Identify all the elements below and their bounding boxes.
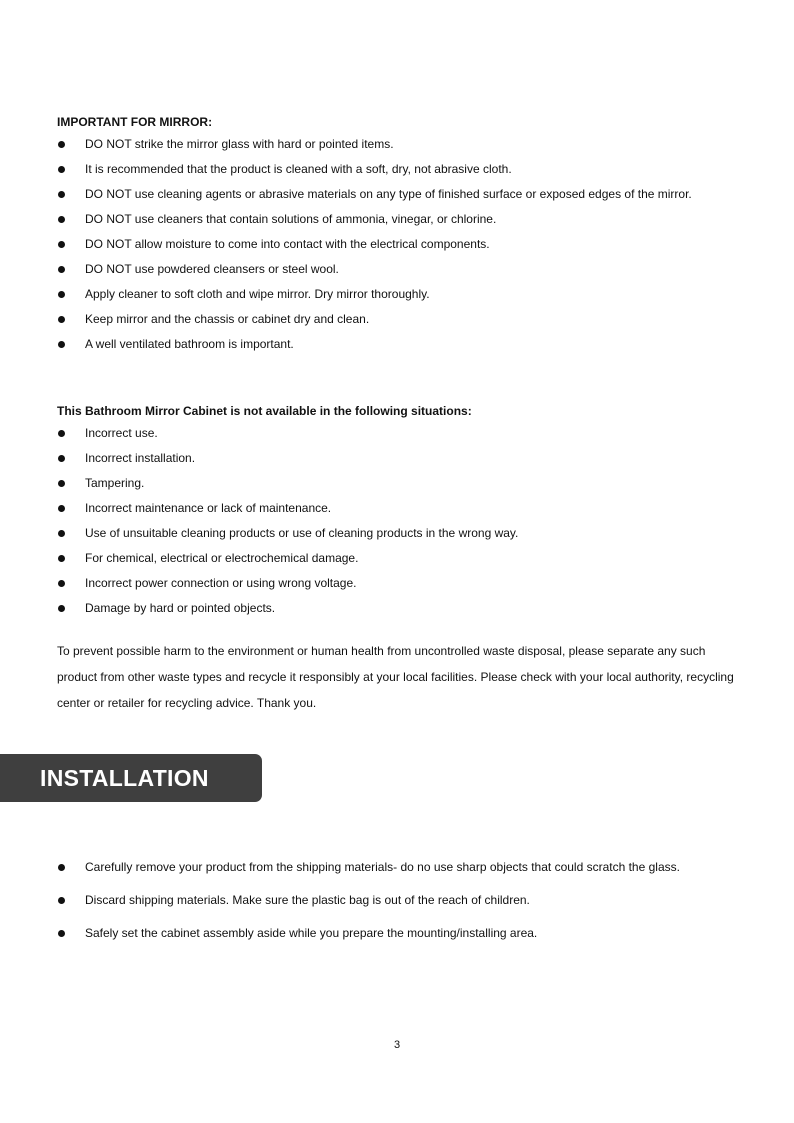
bullet-icon bbox=[58, 191, 65, 198]
list-item-text: DO NOT allow moisture to come into contact with the electrical components. bbox=[85, 237, 490, 251]
list-item bbox=[57, 521, 518, 546]
bullet-icon bbox=[58, 530, 65, 537]
list-item bbox=[57, 446, 518, 471]
list-item-text: DO NOT use powdered cleansers or steel wool. bbox=[85, 262, 339, 276]
list-item-text: A well ventilated bathroom is important. bbox=[85, 337, 294, 351]
bullet-icon bbox=[58, 216, 65, 223]
recycling-paragraph: To prevent possible harm to the environment or human health from uncontrolled waste disposal, please separate any such product from other waste types and recycle it responsibly at your local facilities. Please check with your local authority, recycling center or retailer for recycling advice. Thank you. bbox=[57, 644, 734, 710]
list-item bbox=[57, 917, 680, 950]
list-item-text: Incorrect installation. bbox=[85, 451, 196, 465]
list-item bbox=[57, 596, 518, 621]
list-item bbox=[57, 207, 695, 232]
list-item-text: Keep mirror and the chassis or cabinet dry and clean. bbox=[85, 312, 370, 326]
list-item bbox=[57, 157, 695, 182]
list-item-text: Discard shipping materials. Make sure the plastic bag is out of the reach of children. bbox=[85, 893, 530, 907]
list-item-text: DO NOT strike the mirror glass with hard or pointed items. bbox=[85, 137, 394, 151]
list-item-text: Incorrect use. bbox=[85, 426, 158, 440]
list-item bbox=[57, 884, 680, 917]
list-item-text: For chemical, electrical or electrochemical damage. bbox=[85, 551, 359, 565]
situations-list bbox=[57, 421, 518, 621]
list-item bbox=[57, 851, 680, 884]
list-item-text: Incorrect maintenance or lack of maintenance. bbox=[85, 501, 332, 515]
bullet-icon bbox=[58, 864, 65, 871]
list-item bbox=[57, 307, 695, 332]
bullet-icon bbox=[58, 266, 65, 273]
list-item bbox=[57, 421, 518, 446]
list-item-text: Use of unsuitable cleaning products or use of cleaning products in the wrong way. bbox=[85, 526, 519, 540]
mirror-heading: IMPORTANT FOR MIRROR: bbox=[57, 115, 213, 129]
list-item bbox=[57, 332, 695, 357]
list-item-text: Incorrect power connection or using wrong voltage. bbox=[85, 576, 357, 590]
bullet-icon bbox=[58, 341, 65, 348]
list-item-text: It is recommended that the product is cleaned with a soft, dry, not abrasive cloth. bbox=[85, 162, 512, 176]
situations-heading: This Bathroom Mirror Cabinet is not available in the following situations: bbox=[57, 404, 472, 418]
bullet-icon bbox=[58, 291, 65, 298]
list-item-text: Safely set the cabinet assembly aside while you prepare the mounting/installing area. bbox=[85, 926, 538, 940]
list-item bbox=[57, 182, 695, 207]
list-item bbox=[57, 232, 695, 257]
bullet-icon bbox=[58, 480, 65, 487]
list-item-text: DO NOT use cleaners that contain solutions of ammonia, vinegar, or chlorine. bbox=[85, 212, 497, 226]
list-item bbox=[57, 471, 518, 496]
list-item bbox=[57, 496, 518, 521]
mirror-care-list bbox=[57, 132, 695, 357]
list-item bbox=[57, 282, 695, 307]
list-item bbox=[57, 132, 695, 157]
bullet-icon bbox=[58, 430, 65, 437]
bullet-icon bbox=[58, 605, 65, 612]
bullet-icon bbox=[58, 316, 65, 323]
list-item-text: Tampering. bbox=[85, 476, 145, 490]
bullet-icon bbox=[58, 141, 65, 148]
bullet-icon bbox=[58, 580, 65, 587]
installation-title: INSTALLATION bbox=[40, 765, 209, 791]
bullet-icon bbox=[58, 505, 65, 512]
bullet-icon bbox=[58, 455, 65, 462]
bullet-icon bbox=[58, 241, 65, 248]
page-number: 3 bbox=[393, 1039, 401, 1051]
list-item bbox=[57, 571, 518, 596]
bullet-icon bbox=[58, 897, 65, 904]
list-item bbox=[57, 257, 695, 282]
list-item-text: Damage by hard or pointed objects. bbox=[85, 601, 276, 615]
list-item-text: DO NOT use cleaning agents or abrasive materials on any type of finished surface or exposed edges of the mirror. bbox=[85, 187, 692, 201]
list-item bbox=[57, 546, 518, 571]
bullet-icon bbox=[58, 166, 65, 173]
bullet-icon bbox=[58, 930, 65, 937]
list-item-text: Apply cleaner to soft cloth and wipe mirror. Dry mirror thoroughly. bbox=[85, 287, 430, 301]
bullet-icon bbox=[58, 555, 65, 562]
installation-banner bbox=[0, 754, 262, 802]
list-item-text: Carefully remove your product from the shipping materials- do no use sharp objects that could scratch the glass. bbox=[85, 860, 680, 874]
installation-list bbox=[57, 851, 680, 950]
